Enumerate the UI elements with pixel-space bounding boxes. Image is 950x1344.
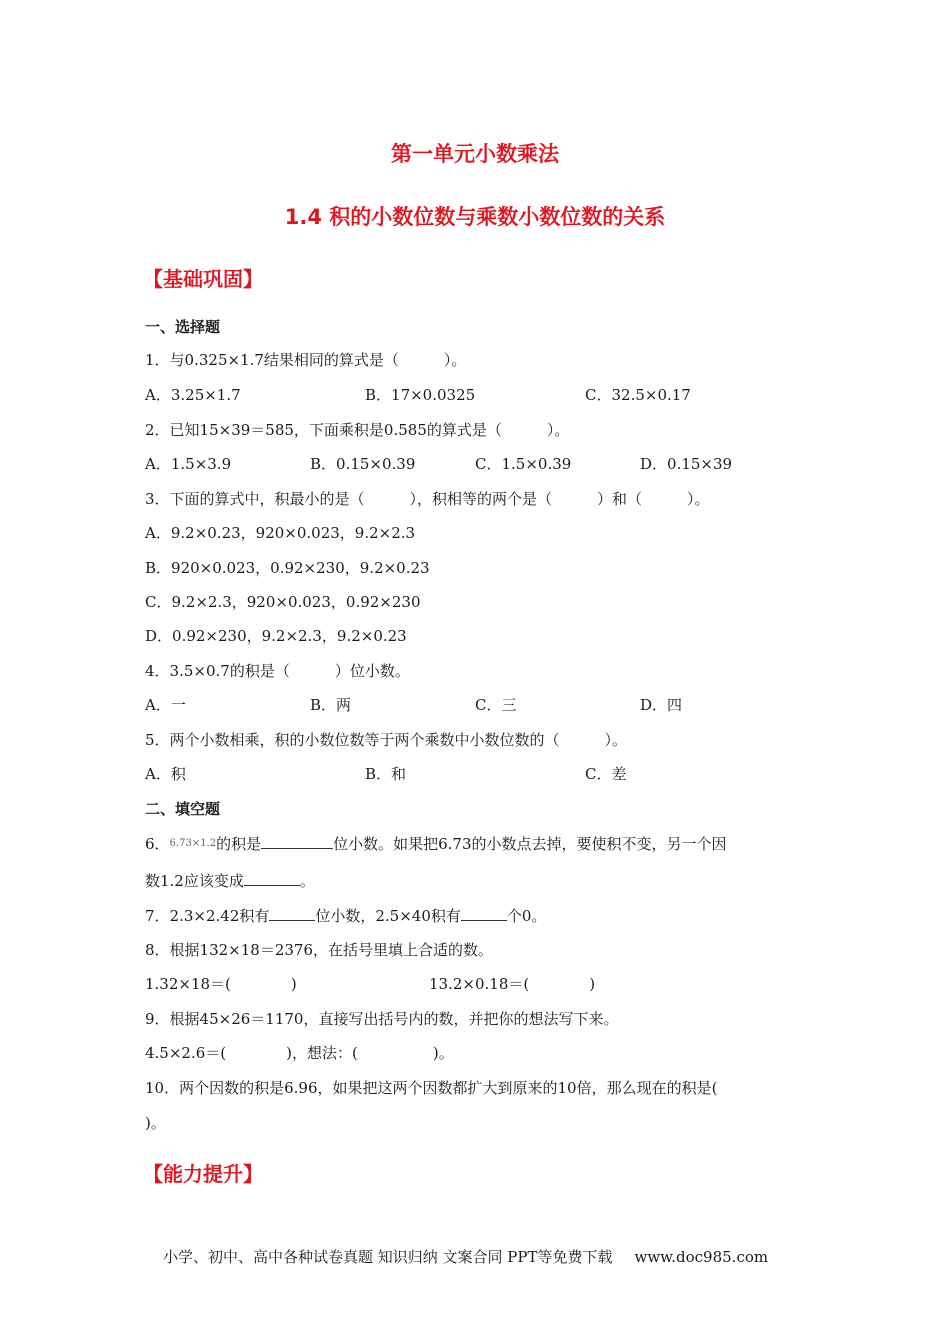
q1-option-a: A．3.25×1.7 [145, 386, 241, 404]
q4-option-c: C．三 [475, 696, 517, 714]
q4-option-a: A．一 [145, 696, 186, 714]
question-9: 9．根据45×26＝1170，直接写出括号内的数，并把你的想法写下来。 [145, 1010, 619, 1028]
question-4: 4．3.5×0.7的积是（ ）位小数。 [145, 662, 410, 680]
q3-option-c: C．9.2×2.3，920×0.023，0.92×230 [145, 593, 421, 611]
q6-expression: 6.73×1.2 [169, 838, 217, 849]
q7-text-b: 位小数，2.5×40积有 [315, 907, 461, 925]
q7-blank-2[interactable] [461, 906, 507, 921]
question-3: 3．下面的算式中，积最小的是（ ），积相等的两个是（ ）和（ ）。 [145, 490, 710, 508]
question-1: 1．与0.325×1.7结果相同的算式是（ ）。 [145, 351, 467, 369]
part1-heading: 一、选择题 [145, 318, 221, 336]
q8-part-b: 13.2×0.18＝( ) [429, 975, 596, 993]
question-2: 2．已知15×39＝585，下面乘积是0.585的算式是（ ）。 [145, 421, 570, 439]
q6-text-a: 的积是 [216, 835, 262, 853]
q5-option-a: A．积 [145, 765, 186, 783]
question-10-line-2: )。 [145, 1114, 166, 1132]
question-6-line-2 [145, 870, 315, 891]
q8-part-a: 1.32×18＝( ) [145, 975, 297, 993]
footer-text: 小学、初中、高中各种试卷真题 知识归纳 文案合同 PPT等免费下载 [163, 1248, 613, 1266]
q5-option-b: B．和 [365, 765, 407, 783]
q2-option-a: A．1.5×3.9 [145, 455, 232, 473]
q4-option-b: B．两 [310, 696, 352, 714]
page-title: 第一单元小数乘法 [391, 142, 559, 166]
q2-option-c: C．1.5×0.39 [475, 455, 572, 473]
question-6 [145, 833, 727, 854]
footer [163, 1246, 768, 1267]
part2-heading: 二、填空题 [145, 800, 221, 818]
q9-answer-line: 4.5×2.6＝( )，想法：( )。 [145, 1044, 454, 1062]
footer-url[interactable]: www.doc985.com [634, 1248, 769, 1266]
q7-text-a: 7．2.3×2.42积有 [145, 907, 270, 925]
q5-option-c: C．差 [585, 765, 627, 783]
q6-text-c: 数1.2应该变成 [145, 872, 244, 890]
q6-text-d: 。 [299, 872, 315, 890]
q7-blank-1[interactable] [269, 906, 315, 921]
q2-option-b: B．0.15×0.39 [310, 455, 416, 473]
q3-option-b: B．920×0.023，0.92×230，9.2×0.23 [145, 559, 430, 577]
q6-text-b: 位小数。如果把6.73的小数点去掉，要使积不变，另一个因 [333, 835, 727, 853]
section-basic: 【基础巩固】 [143, 267, 263, 291]
q3-option-a: A．9.2×0.23，920×0.023，9.2×2.3 [145, 524, 416, 542]
q7-text-c: 个0。 [506, 907, 547, 925]
section-advanced: 【能力提升】 [143, 1162, 263, 1186]
q4-option-d: D．四 [640, 696, 683, 714]
q1-option-c: C．32.5×0.17 [585, 386, 691, 404]
q1-option-b: B．17×0.0325 [365, 386, 476, 404]
q6-number: 6． [145, 835, 170, 853]
q6-blank-1[interactable] [261, 834, 333, 849]
question-5: 5．两个小数相乘，积的小数位数等于两个乘数中小数位数的（ ）。 [145, 731, 628, 749]
question-8: 8．根据132×18＝2376，在括号里填上合适的数。 [145, 941, 494, 959]
question-7 [145, 905, 546, 926]
question-10: 10．两个因数的积是6.96，如果把这两个因数都扩大到原来的10倍，那么现在的积是( [145, 1079, 718, 1097]
q2-option-d: D．0.15×39 [640, 455, 733, 473]
q6-blank-2[interactable] [244, 871, 300, 886]
page-subtitle: 1.4 积的小数位数与乘数小数位数的关系 [284, 205, 666, 229]
q3-option-d: D．0.92×230，9.2×2.3，9.2×0.23 [145, 627, 407, 645]
